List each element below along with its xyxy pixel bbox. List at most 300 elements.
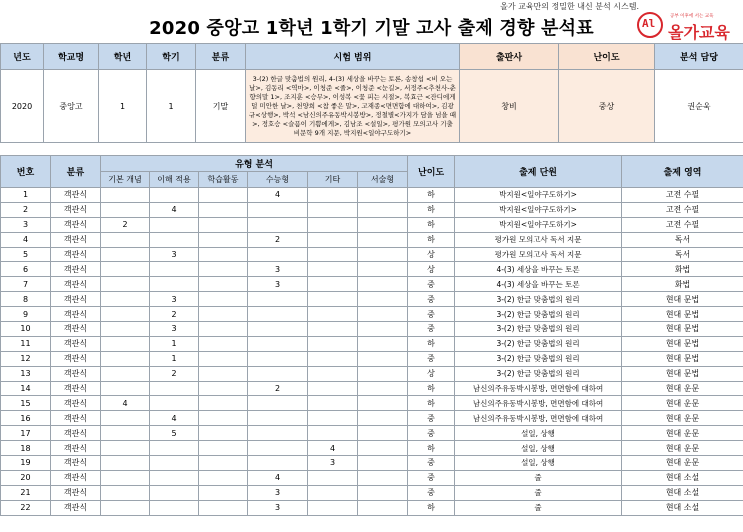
cell-area: 현대 문법 <box>622 351 743 366</box>
header-difficulty: 난이도 <box>559 44 655 70</box>
cell-no: 19 <box>1 456 51 471</box>
cell-type-understanding <box>150 441 199 456</box>
table-row <box>1 202 743 217</box>
cell-type-other <box>308 277 358 292</box>
cell-type-activity <box>199 188 248 203</box>
cell-type-other <box>308 307 358 322</box>
cell-type-suneung <box>248 336 308 351</box>
table-row <box>1 232 743 247</box>
cell-type-suneung: 4 <box>248 470 308 485</box>
header-no: 번호 <box>1 156 51 188</box>
cell-unit: 박지원<일야구도하기> <box>455 217 622 232</box>
cell-type-other <box>308 426 358 441</box>
cell-category: 객관식 <box>51 202 101 217</box>
cell-type-essay <box>358 396 408 411</box>
cell-type-basic <box>101 202 150 217</box>
cell-area: 독서 <box>622 247 743 262</box>
cell-no: 2 <box>1 202 51 217</box>
cell-type-understanding <box>150 381 199 396</box>
cell-type-essay <box>358 262 408 277</box>
logo-mark-icon <box>637 12 663 38</box>
cell-type-activity <box>199 336 248 351</box>
cell-type-suneung: 3 <box>248 277 308 292</box>
cell-type-essay <box>358 485 408 500</box>
cell-type-basic <box>101 307 150 322</box>
cell-type-understanding: 4 <box>150 411 199 426</box>
summary-header-row <box>1 44 743 70</box>
tagline: 올가 교육만의 정밀한 내신 분석 시스템. <box>500 2 639 11</box>
cell-type-basic <box>101 381 150 396</box>
cell-unit: 설일, 상행 <box>455 441 622 456</box>
cell-type-other <box>308 485 358 500</box>
cell-type-essay <box>358 277 408 292</box>
cell-type-essay <box>358 217 408 232</box>
cell-type-activity <box>199 411 248 426</box>
cell-difficulty: 중 <box>408 307 455 322</box>
cell-category: 객관식 <box>51 307 101 322</box>
cell-unit: 남신의주유동박시봉방, 면면함에 대하여 <box>455 381 622 396</box>
cell-no: 16 <box>1 411 51 426</box>
cell-type-essay <box>358 441 408 456</box>
cell-type-other <box>308 202 358 217</box>
cell-no: 22 <box>1 500 51 515</box>
header-grade: 학년 <box>99 44 147 70</box>
logo-slogan: 공부 이후에 서는 교육 <box>670 14 714 19</box>
cell-type-understanding <box>150 500 199 515</box>
cell-type-suneung: 4 <box>248 188 308 203</box>
cell-type-other <box>308 262 358 277</box>
value-publisher: 창비 <box>460 70 559 143</box>
logo-name: 올가교육 <box>668 23 730 42</box>
cell-type-activity <box>199 366 248 381</box>
cell-difficulty: 중 <box>408 456 455 471</box>
cell-type-basic <box>101 351 150 366</box>
value-year: 2020 <box>1 70 44 143</box>
cell-type-activity <box>199 426 248 441</box>
cell-no: 5 <box>1 247 51 262</box>
cell-area: 화법 <box>622 262 743 277</box>
cell-type-suneung <box>248 411 308 426</box>
cell-type-understanding: 1 <box>150 351 199 366</box>
cell-difficulty: 중 <box>408 351 455 366</box>
value-scope: 3-(2) 한글 맞춤법의 원리, 4-(3) 세상을 바꾸는 토론, 송창섭 <비 오는 날>, 김동리 <역마>, 이청준 <줄>, 이청준 <눈길>, 서정주<추천사-춘향의말 1>, 조지훈 <승무>, 이성복 <꽃 피는 시절>, 복효근 <잔디에게 덜 미안한 날>, 천양희 <참 좋은 말>, 고재종<면면함에 대하여>, 김광규<상행>, 박석 <남신의주유동박시봉방>, 정철별<가지가 담을 넘을 때>, 정호승 <슬픔이 기쁨에게>, 김남조 <설일>, 평가원 모의고사 기출 비문학 9개 지문, 박지원<일야구도하기> <box>246 70 460 143</box>
cell-category: 객관식 <box>51 232 101 247</box>
cell-type-activity <box>199 217 248 232</box>
detail-header-row-1 <box>1 156 743 172</box>
cell-category: 객관식 <box>51 292 101 307</box>
cell-type-understanding: 3 <box>150 247 199 262</box>
cell-type-understanding: 4 <box>150 202 199 217</box>
cell-area: 현대 운문 <box>622 396 743 411</box>
cell-type-activity <box>199 351 248 366</box>
cell-type-other: 4 <box>308 441 358 456</box>
cell-type-activity <box>199 396 248 411</box>
cell-category: 객관식 <box>51 351 101 366</box>
cell-area: 고전 수필 <box>622 202 743 217</box>
cell-type-essay <box>358 411 408 426</box>
cell-type-understanding <box>150 396 199 411</box>
cell-no: 18 <box>1 441 51 456</box>
cell-no: 15 <box>1 396 51 411</box>
cell-type-suneung <box>248 307 308 322</box>
cell-type-understanding <box>150 262 199 277</box>
cell-no: 8 <box>1 292 51 307</box>
cell-type-activity <box>199 202 248 217</box>
header-type-basic: 기본 개념 <box>101 172 150 188</box>
cell-no: 17 <box>1 426 51 441</box>
cell-area: 화법 <box>622 277 743 292</box>
cell-category: 객관식 <box>51 336 101 351</box>
cell-type-suneung <box>248 456 308 471</box>
cell-category: 객관식 <box>51 247 101 262</box>
cell-type-activity <box>199 470 248 485</box>
header-analyst: 분석 담당 <box>655 44 743 70</box>
cell-no: 9 <box>1 307 51 322</box>
cell-area: 현대 문법 <box>622 366 743 381</box>
cell-type-understanding <box>150 456 199 471</box>
cell-type-basic <box>101 456 150 471</box>
cell-type-other: 3 <box>308 456 358 471</box>
table-row <box>1 277 743 292</box>
cell-type-other <box>308 351 358 366</box>
cell-difficulty: 하 <box>408 232 455 247</box>
cell-type-activity <box>199 441 248 456</box>
cell-area: 현대 운문 <box>622 456 743 471</box>
cell-type-other <box>308 336 358 351</box>
cell-type-essay <box>358 307 408 322</box>
cell-type-basic <box>101 232 150 247</box>
table-row <box>1 188 743 203</box>
cell-type-basic <box>101 366 150 381</box>
cell-area: 현대 운문 <box>622 411 743 426</box>
cell-area: 현대 소설 <box>622 470 743 485</box>
table-row <box>1 426 743 441</box>
cell-no: 12 <box>1 351 51 366</box>
cell-category: 객관식 <box>51 396 101 411</box>
value-category: 기말 <box>196 70 246 143</box>
header-publisher: 출판사 <box>460 44 559 70</box>
cell-difficulty: 중 <box>408 485 455 500</box>
cell-type-basic <box>101 336 150 351</box>
cell-difficulty: 상 <box>408 262 455 277</box>
cell-difficulty: 중 <box>408 277 455 292</box>
header-type-essay: 서술형 <box>358 172 408 188</box>
cell-type-other <box>308 396 358 411</box>
cell-no: 7 <box>1 277 51 292</box>
table-row <box>1 307 743 322</box>
cell-unit: 줄 <box>455 470 622 485</box>
company-logo <box>637 12 737 42</box>
cell-type-other <box>308 292 358 307</box>
cell-category: 객관식 <box>51 262 101 277</box>
cell-category: 객관식 <box>51 277 101 292</box>
cell-difficulty: 상 <box>408 366 455 381</box>
cell-unit: 4-(3) 세상을 바꾸는 토론 <box>455 262 622 277</box>
cell-type-understanding <box>150 277 199 292</box>
cell-type-suneung <box>248 396 308 411</box>
cell-type-activity <box>199 456 248 471</box>
title-row <box>0 12 743 44</box>
cell-type-suneung <box>248 441 308 456</box>
cell-area: 현대 소설 <box>622 485 743 500</box>
cell-difficulty: 하 <box>408 396 455 411</box>
header-semester: 학기 <box>147 44 196 70</box>
logo-mark-text: Al <box>642 17 656 30</box>
cell-type-activity <box>199 500 248 515</box>
cell-difficulty: 하 <box>408 217 455 232</box>
header-type-other: 기타 <box>308 172 358 188</box>
cell-type-activity <box>199 277 248 292</box>
cell-no: 21 <box>1 485 51 500</box>
table-row <box>1 456 743 471</box>
cell-type-essay <box>358 366 408 381</box>
header-area: 출제 영역 <box>622 156 743 188</box>
cell-unit: 줄 <box>455 485 622 500</box>
cell-type-other <box>308 381 358 396</box>
table-row <box>1 217 743 232</box>
header-question-category: 분류 <box>51 156 101 188</box>
header-type-suneung: 수능형 <box>248 172 308 188</box>
cell-unit: 3-(2) 한글 맞춤법의 원리 <box>455 351 622 366</box>
cell-type-essay <box>358 202 408 217</box>
value-grade: 1 <box>99 70 147 143</box>
cell-difficulty: 하 <box>408 441 455 456</box>
cell-type-suneung <box>248 247 308 262</box>
cell-type-suneung: 3 <box>248 262 308 277</box>
cell-type-understanding <box>150 232 199 247</box>
cell-unit: 설일, 상행 <box>455 456 622 471</box>
cell-category: 객관식 <box>51 322 101 337</box>
cell-type-other <box>308 411 358 426</box>
cell-type-activity <box>199 381 248 396</box>
cell-unit: 남신의주유동박시봉방, 면면함에 대하여 <box>455 411 622 426</box>
header-type-analysis: 유형 분석 <box>101 156 408 172</box>
cell-category: 객관식 <box>51 381 101 396</box>
table-row <box>1 500 743 515</box>
header-school: 학교명 <box>44 44 99 70</box>
cell-type-other <box>308 470 358 485</box>
cell-type-activity <box>199 232 248 247</box>
table-row <box>1 485 743 500</box>
cell-category: 객관식 <box>51 217 101 232</box>
cell-type-other <box>308 500 358 515</box>
cell-area: 독서 <box>622 232 743 247</box>
cell-unit: 박지원<일야구도하기> <box>455 202 622 217</box>
cell-type-suneung <box>248 366 308 381</box>
cell-unit: 3-(2) 한글 맞춤법의 원리 <box>455 292 622 307</box>
cell-type-understanding: 5 <box>150 426 199 441</box>
cell-unit: 3-(2) 한글 맞춤법의 원리 <box>455 307 622 322</box>
cell-no: 1 <box>1 188 51 203</box>
cell-unit: 3-(2) 한글 맞춤법의 원리 <box>455 322 622 337</box>
cell-type-suneung <box>248 217 308 232</box>
cell-unit: 평가원 모의고사 독서 지문 <box>455 232 622 247</box>
cell-type-suneung: 2 <box>248 232 308 247</box>
table-row <box>1 470 743 485</box>
cell-area: 현대 운문 <box>622 381 743 396</box>
summary-table <box>0 43 743 143</box>
table-row <box>1 396 743 411</box>
cell-type-understanding <box>150 217 199 232</box>
cell-type-basic <box>101 292 150 307</box>
value-analyst: 권순욱 <box>655 70 743 143</box>
cell-type-understanding: 3 <box>150 292 199 307</box>
cell-type-basic <box>101 470 150 485</box>
cell-difficulty: 중 <box>408 426 455 441</box>
cell-type-activity <box>199 322 248 337</box>
cell-type-suneung: 2 <box>248 381 308 396</box>
cell-type-basic <box>101 426 150 441</box>
header-category: 분류 <box>196 44 246 70</box>
value-difficulty: 중상 <box>559 70 655 143</box>
cell-type-understanding: 2 <box>150 366 199 381</box>
cell-type-understanding: 1 <box>150 336 199 351</box>
header-year: 년도 <box>1 44 44 70</box>
cell-difficulty: 하 <box>408 500 455 515</box>
cell-type-suneung <box>248 426 308 441</box>
cell-difficulty: 하 <box>408 336 455 351</box>
cell-type-essay <box>358 470 408 485</box>
header-type-understanding: 이해 적용 <box>150 172 199 188</box>
cell-type-essay <box>358 292 408 307</box>
cell-unit: 3-(2) 한글 맞춤법의 원리 <box>455 336 622 351</box>
cell-type-basic <box>101 485 150 500</box>
cell-type-essay <box>358 247 408 262</box>
cell-type-essay <box>358 381 408 396</box>
cell-no: 3 <box>1 217 51 232</box>
cell-unit: 평가원 모의고사 독서 지문 <box>455 247 622 262</box>
table-row <box>1 381 743 396</box>
cell-type-basic <box>101 441 150 456</box>
table-row <box>1 411 743 426</box>
cell-type-essay <box>358 351 408 366</box>
header-question-difficulty: 난이도 <box>408 156 455 188</box>
cell-type-basic: 2 <box>101 217 150 232</box>
cell-type-other <box>308 217 358 232</box>
cell-area: 현대 운문 <box>622 441 743 456</box>
cell-type-basic <box>101 322 150 337</box>
cell-no: 11 <box>1 336 51 351</box>
cell-area: 현대 문법 <box>622 322 743 337</box>
cell-type-understanding <box>150 470 199 485</box>
detail-body <box>1 188 743 516</box>
cell-type-essay <box>358 336 408 351</box>
cell-unit: 박지원<일야구도하기> <box>455 188 622 203</box>
table-row <box>1 292 743 307</box>
cell-type-basic <box>101 500 150 515</box>
cell-type-basic <box>101 188 150 203</box>
table-row <box>1 366 743 381</box>
cell-area: 현대 소설 <box>622 500 743 515</box>
cell-type-basic <box>101 277 150 292</box>
header-type-activity: 학습활동 <box>199 172 248 188</box>
table-row <box>1 322 743 337</box>
cell-difficulty: 하 <box>408 381 455 396</box>
cell-type-basic <box>101 411 150 426</box>
cell-category: 객관식 <box>51 456 101 471</box>
cell-no: 13 <box>1 366 51 381</box>
cell-difficulty: 중 <box>408 322 455 337</box>
cell-type-suneung <box>248 202 308 217</box>
cell-type-understanding <box>150 188 199 203</box>
cell-category: 객관식 <box>51 426 101 441</box>
table-row <box>1 351 743 366</box>
cell-type-suneung <box>248 351 308 366</box>
cell-no: 6 <box>1 262 51 277</box>
cell-category: 객관식 <box>51 411 101 426</box>
detail-table <box>0 155 743 516</box>
cell-type-suneung: 3 <box>248 485 308 500</box>
cell-difficulty: 하 <box>408 202 455 217</box>
table-row <box>1 247 743 262</box>
cell-no: 14 <box>1 381 51 396</box>
cell-no: 20 <box>1 470 51 485</box>
cell-type-basic <box>101 262 150 277</box>
value-school: 중앙고 <box>44 70 99 143</box>
cell-difficulty: 중 <box>408 411 455 426</box>
cell-category: 객관식 <box>51 485 101 500</box>
cell-type-essay <box>358 456 408 471</box>
cell-area: 고전 수필 <box>622 188 743 203</box>
value-semester: 1 <box>147 70 196 143</box>
cell-unit: 3-(2) 한글 맞춤법의 원리 <box>455 366 622 381</box>
cell-area: 현대 문법 <box>622 307 743 322</box>
cell-difficulty: 중 <box>408 292 455 307</box>
header-scope: 시험 범위 <box>246 44 460 70</box>
cell-type-essay <box>358 322 408 337</box>
cell-no: 10 <box>1 322 51 337</box>
cell-type-other <box>308 232 358 247</box>
cell-type-other <box>308 366 358 381</box>
cell-type-activity <box>199 485 248 500</box>
cell-type-understanding: 2 <box>150 307 199 322</box>
cell-difficulty: 하 <box>408 188 455 203</box>
cell-type-essay <box>358 500 408 515</box>
cell-type-activity <box>199 262 248 277</box>
cell-category: 객관식 <box>51 470 101 485</box>
cell-category: 객관식 <box>51 188 101 203</box>
cell-no: 4 <box>1 232 51 247</box>
cell-area: 현대 문법 <box>622 292 743 307</box>
cell-type-essay <box>358 232 408 247</box>
table-row <box>1 336 743 351</box>
cell-difficulty: 상 <box>408 247 455 262</box>
cell-type-other <box>308 322 358 337</box>
cell-category: 객관식 <box>51 366 101 381</box>
cell-category: 객관식 <box>51 500 101 515</box>
cell-type-understanding: 3 <box>150 322 199 337</box>
cell-difficulty: 중 <box>408 470 455 485</box>
cell-type-basic <box>101 247 150 262</box>
cell-type-understanding <box>150 485 199 500</box>
cell-unit: 설일, 상행 <box>455 426 622 441</box>
cell-category: 객관식 <box>51 441 101 456</box>
cell-type-suneung <box>248 292 308 307</box>
header-unit: 출제 단원 <box>455 156 622 188</box>
cell-unit: 줄 <box>455 500 622 515</box>
cell-area: 현대 운문 <box>622 426 743 441</box>
cell-type-essay <box>358 188 408 203</box>
cell-area: 고전 수필 <box>622 217 743 232</box>
cell-type-suneung <box>248 322 308 337</box>
cell-type-activity <box>199 292 248 307</box>
cell-type-activity <box>199 247 248 262</box>
cell-type-other <box>308 188 358 203</box>
cell-unit: 남신의주유동박시봉방, 면면함에 대하여 <box>455 396 622 411</box>
cell-area: 현대 문법 <box>622 336 743 351</box>
cell-type-activity <box>199 307 248 322</box>
table-row <box>1 262 743 277</box>
